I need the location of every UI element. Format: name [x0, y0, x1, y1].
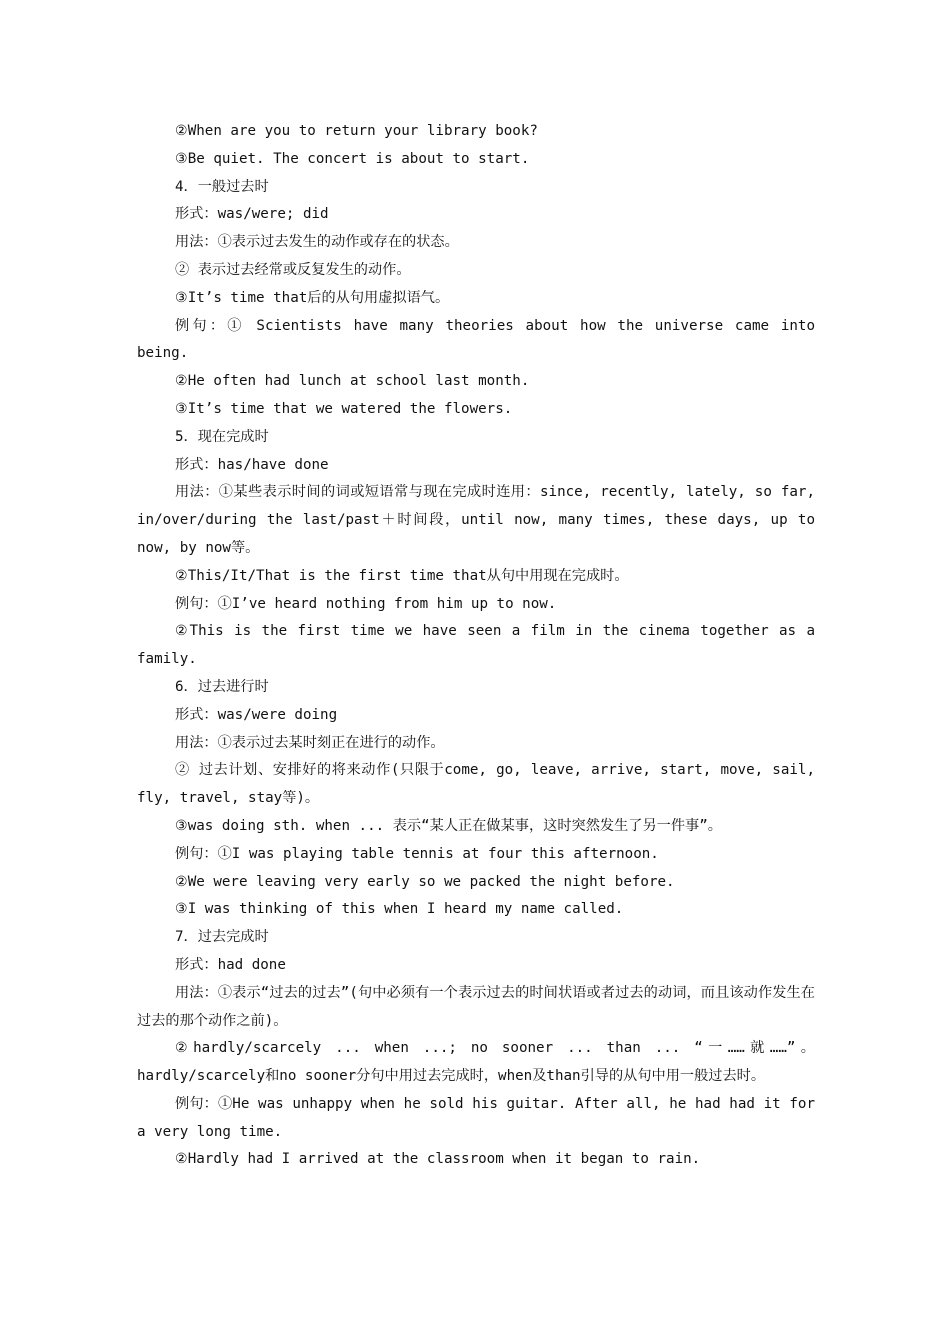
- usage-paragraph: 用法：①表示“过去的过去”(句中必须有一个表示过去的时间状语或者过去的动词，而且该动作发生在过去的那个动作之前)。: [137, 984, 815, 1029]
- form-line: 形式：was/were doing: [175, 706, 338, 723]
- example-line: 例句：①I was playing table tennis at four this afternoon.: [175, 845, 659, 862]
- example-line: ③I was thinking of this when I heard my name called.: [175, 901, 624, 918]
- example-line: ②When are you to return your library book?: [175, 123, 538, 139]
- example-line: ③Be quiet. The concert is about to start.: [175, 150, 530, 167]
- document-body: [137, 118, 815, 1174]
- example-line: ②We were leaving very early so we packed the night before.: [175, 873, 675, 890]
- example-paragraph: ②This is the first time we have seen a film in the cinema together as a family.: [137, 623, 815, 668]
- example-paragraph: 例句：① Scientists have many theories about how the universe came into being.: [137, 317, 815, 362]
- usage-line: ③It’s time that后的从句用虚拟语气。: [175, 289, 450, 306]
- usage-line: ②This/It/That is the first time that从句中用现在完成时。: [175, 567, 629, 584]
- form-line: 形式：has/have done: [175, 456, 329, 473]
- example-paragraph: 例句：①He was unhappy when he sold his guitar. After all, he had had it for a very long time.: [137, 1095, 815, 1140]
- example-line: ②He often had lunch at school last month.: [175, 373, 530, 390]
- form-line: 形式：was/were; did: [175, 206, 329, 223]
- section-heading: 4．一般过去时: [175, 178, 269, 195]
- section-heading: 6．过去进行时: [175, 678, 269, 695]
- form-line: 形式：had done: [175, 956, 286, 973]
- example-line: ②Hardly had I arrived at the classroom when it began to rain.: [175, 1151, 701, 1168]
- usage-line: 用法：①表示过去某时刻正在进行的动作。: [175, 734, 445, 751]
- section-heading: 5．现在完成时: [175, 428, 269, 445]
- usage-paragraph: 用法：①某些表示时间的词或短语常与现在完成时连用：since, recently, lately, so far, in/over/during the last/past＋时间段，until now, many times, these days, up to now, by now等。: [137, 484, 815, 556]
- usage-line: ② 表示过去经常或反复发生的动作。: [175, 261, 411, 278]
- usage-paragraph: ②hardly/scarcely ... when ...; no sooner ... than ... “一……就……”。hardly/scarcely和no sooner分句中用过去完成时，when及than引导的从句中用一般过去时。: [137, 1040, 815, 1085]
- usage-line: ③was doing sth. when ... 表示“某人正在做某事，这时突然发生了另一件事”。: [175, 817, 722, 834]
- example-line: 例句：①I’ve heard nothing from him up to now.: [175, 595, 557, 612]
- section-heading: 7．过去完成时: [175, 929, 269, 946]
- usage-paragraph: ② 过去计划、安排好的将来动作(只限于come, go, leave, arrive, start, move, sail, fly, travel, stay等)。: [137, 762, 815, 807]
- usage-line: 用法：①表示过去发生的动作或存在的状态。: [175, 234, 459, 251]
- example-line: ③It’s time that we watered the flowers.: [175, 400, 513, 417]
